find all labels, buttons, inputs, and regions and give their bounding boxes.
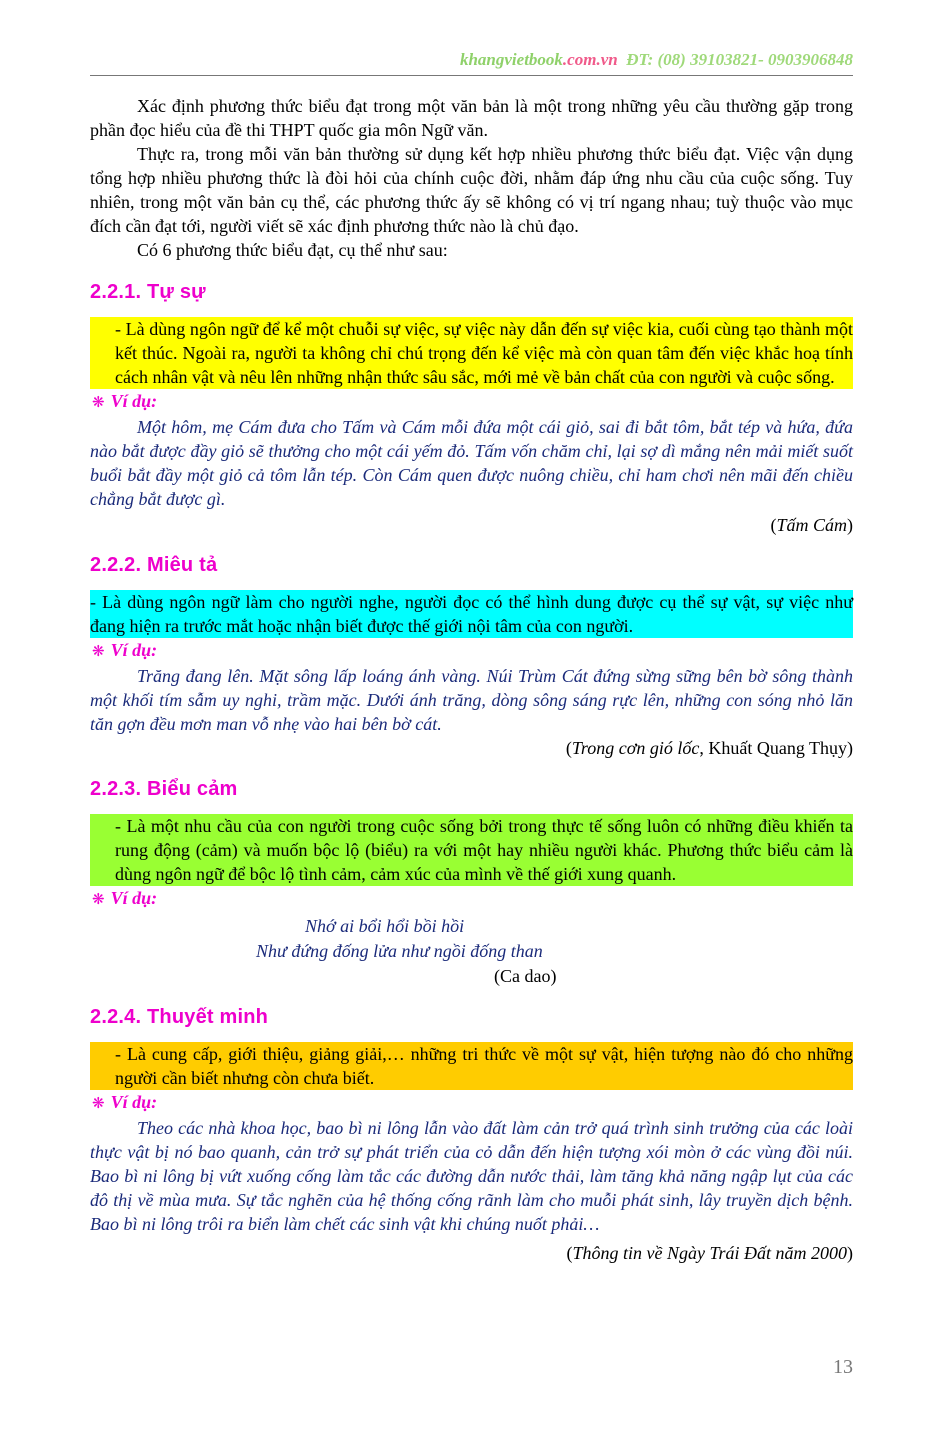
source-title: Thông tin về Ngày Trái Đất năm 2000 bbox=[572, 1243, 847, 1263]
page-content bbox=[90, 94, 853, 1265]
section-title-tu-su: 2.2.1. Tự sự bbox=[90, 281, 206, 303]
example-label-text: Ví dụ: bbox=[110, 888, 158, 908]
section-title-bieu-cam: 2.2.3. Biểu cảm bbox=[90, 778, 238, 800]
flower-icon: ❋ bbox=[92, 395, 105, 411]
flower-icon: ❋ bbox=[92, 1096, 105, 1112]
source-mieu-ta: (Trong cơn gió lốc, Khuất Quang Thụy) bbox=[565, 738, 853, 758]
definition-thuyet-minh: - Là cung cấp, giới thiệu, giảng giải,… những tri thức về một sự vật, hiện tượng nào đó cho những người cần biết nhưng còn chưa biết. bbox=[90, 1042, 853, 1090]
example-label bbox=[90, 1090, 853, 1116]
example-label bbox=[90, 638, 853, 664]
intro-paragraph-3: Có 6 phương thức biểu đạt, cụ thể như sau: bbox=[137, 240, 448, 260]
example-label-text: Ví dụ: bbox=[110, 640, 158, 660]
intro-paragraph-1: Xác định phương thức biểu đạt trong một văn bản là một trong những yêu cầu thường gặp trong phần đọc hiểu của đề thi THPT quốc gia môn Ngữ văn. bbox=[90, 96, 853, 140]
source-bieu-cam: (Ca dao) bbox=[494, 966, 557, 986]
example-label-text: Ví dụ: bbox=[110, 1092, 158, 1112]
page-header bbox=[90, 50, 853, 70]
poem-line-1: Nhớ ai bổi hổi bồi hồi bbox=[305, 916, 465, 936]
flower-icon: ❋ bbox=[92, 644, 105, 660]
header-site-domain: .com.vn bbox=[562, 50, 618, 69]
example-label-text: Ví dụ: bbox=[110, 391, 158, 411]
source-tu-su: (Tấm Cám) bbox=[770, 515, 853, 535]
source-title: Tấm Cám bbox=[776, 515, 847, 535]
source-title: Trong cơn gió lốc bbox=[571, 738, 700, 758]
definition-mieu-ta: - Là dùng ngôn ngữ làm cho người nghe, người đọc có thể hình dung được cụ thể sự vật, sự việc như đang hiện ra trước mắt hoặc nhận biết được thế giới nội tâm của con người. bbox=[90, 592, 853, 636]
definition-tu-su: - Là dùng ngôn ngữ để kể một chuỗi sự việc, sự việc này dẫn đến sự việc kia, cuối cùng tạo thành một kết thúc. Ngoài ra, người ta không chỉ chú trọng đến kể việc mà còn quan tâm đến việc khắc hoạ tính cách nhân vật và nêu lên những nhận thức sâu sắc, mới mẻ về bản chất của con người và cuộc sống. bbox=[90, 317, 853, 389]
header-phone: ĐT: (08) 39103821- 0903906848 bbox=[626, 50, 853, 69]
poem-line-2: Như đứng đống lửa như ngồi đống than bbox=[256, 941, 543, 961]
page-number: 13 bbox=[833, 1356, 853, 1378]
intro-paragraph-2: Thực ra, trong mỗi văn bản thường sử dụng kết hợp nhiều phương thức biểu đạt. Việc vận dụng tổng hợp nhiều phương thức là đòi hỏi của chính cuộc đời, nhằm đáp ứng nhu cầu của cuộc sống. Tuy nhiên, trong một văn bản cụ thể, các phương thức ấy sẽ không có vị trí ngang nhau; tuỳ thuộc vào mục đích cần đạt tới, người viết sẽ xác định phương thức nào là chủ đạo. bbox=[90, 144, 853, 236]
example-label bbox=[90, 886, 853, 912]
source-author: , Khuất Quang Thụy bbox=[699, 738, 847, 758]
header-site: khangvietbook bbox=[459, 50, 563, 69]
example-tu-su: Một hôm, mẹ Cám đưa cho Tấm và Cám mỗi đứa một cái giỏ, sai đi bắt tôm, bắt tép và hứa, đứa nào bắt được đầy giỏ sẽ thưởng cho một cái yếm đỏ. Tấm vốn chăm chỉ, lại sợ dì mắng nên mải miết suốt buổi bắt đầy một giỏ cả tôm lẫn tép. Còn Cám quen được nuông chiều, chỉ ham chơi nên mãi đến chiều chẳng bắt được gì. bbox=[90, 417, 853, 509]
example-mieu-ta: Trăng đang lên. Mặt sông lấp loáng ánh vàng. Núi Trùm Cát đứng sừng sững bên bờ sông thành một khối tím sẫm uy nghi, trầm mặc. Dưới ánh trăng, dòng sông sáng rực lên, những con sóng nhỏ lăn tăn gợn đều mơn man vỗ nhẹ vào hai bên bờ cát. bbox=[90, 666, 853, 734]
header-divider bbox=[90, 75, 853, 76]
definition-bieu-cam: - Là một nhu cầu của con người trong cuộc sống bởi trong thực tế sống luôn có những điều khiến ta rung động (cảm) và muốn bộc lộ (biểu) ra với một hay nhiều người khác. Phương thức biểu cảm là dùng ngôn ngữ để bộc lộ tình cảm, cảm xúc của mình về thế giới xung quanh. bbox=[90, 814, 853, 886]
flower-icon: ❋ bbox=[92, 892, 105, 908]
example-label bbox=[90, 389, 853, 415]
source-thuyet-minh: (Thông tin về Ngày Trái Đất năm 2000) bbox=[566, 1243, 853, 1263]
section-title-mieu-ta: 2.2.2. Miêu tả bbox=[90, 554, 218, 576]
example-thuyet-minh: Theo các nhà khoa học, bao bì ni lông lẫn vào đất làm cản trở quá trình sinh trưởng của các loài thực vật bị nó bao quanh, cản trở sự phát triển của cỏ dẫn đến hiện tượng xói mòn ở các vùng đồi núi. Bao bì ni lông bị vứt xuống cống làm tắc các đường dẫn nước thải, làm tăng khả năng ngập lụt của các đô thị về mùa mưa. Sự tắc nghẽn của hệ thống cống rãnh làm cho muỗi phát sinh, lây truyền dịch bệnh. Bao bì ni lông trôi ra biển làm chết các sinh vật khi chúng nuốt phải… bbox=[90, 1118, 853, 1234]
section-title-thuyet-minh: 2.2.4. Thuyết minh bbox=[90, 1006, 269, 1028]
